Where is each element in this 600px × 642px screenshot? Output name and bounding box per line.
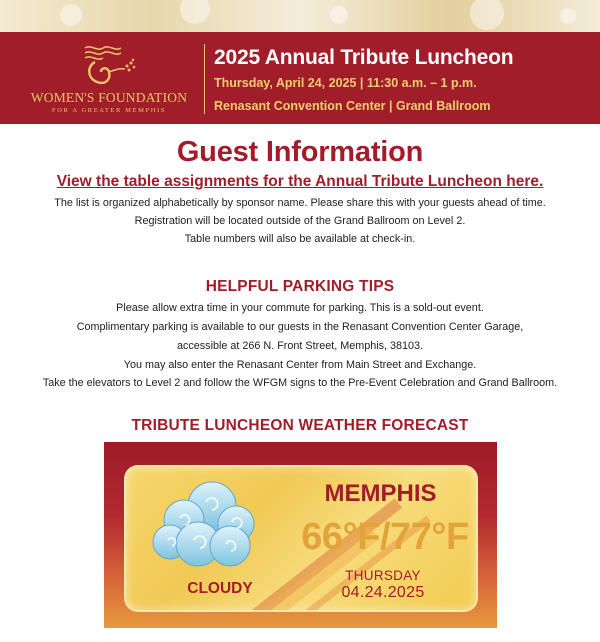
weather-condition: CLOUDY: [187, 580, 253, 597]
foundation-logo[interactable]: [24, 42, 194, 114]
weather-city: MEMPHIS: [324, 480, 437, 507]
parking-tips-heading: HELPFUL PARKING TIPS: [205, 278, 395, 295]
event-title: 2025 Annual Tribute Luncheon: [214, 46, 514, 69]
parking-line: You may also enter the Renasant Center from Main Street and Exchange.: [123, 359, 477, 371]
parking-line: accessible at 266 N. Front Street, Memphis, 38103.: [176, 340, 424, 352]
guest-info-line: Table numbers will also be available at check-in.: [184, 233, 416, 245]
cloud-icon: [150, 478, 258, 574]
org-tagline: FOR A GREATER MEMPHIS: [52, 107, 166, 114]
weather-date: 04.24.2025: [341, 584, 425, 601]
parking-line: Complimentary parking is available to our guests in the Renasant Convention Center Garage,: [76, 321, 524, 333]
weather-forecast-heading: TRIBUTE LUNCHEON WEATHER FORECAST: [131, 417, 469, 434]
table-assignments-link[interactable]: View the table assignments for the Annual Tribute Luncheon here.: [56, 173, 544, 190]
header-divider: [204, 44, 205, 114]
event-date-time: Thursday, April 24, 2025 | 11:30 a.m. – 1 p.m.: [214, 76, 477, 90]
org-name: WOMEN'S FOUNDATION: [30, 90, 188, 105]
guest-info-line: Registration will be located outside of the Grand Ballroom on Level 2.: [134, 215, 466, 227]
guest-info-heading: Guest Information: [176, 136, 424, 168]
parking-line: Please allow extra time in your commute for parking. This is a sold-out event.: [116, 302, 484, 314]
event-header: [0, 32, 600, 124]
event-location: Renasant Convention Center | Grand Ballroom: [214, 99, 491, 113]
weather-day: THURSDAY: [345, 568, 421, 583]
decorative-top-band: [0, 0, 600, 32]
parking-line: Take the elevators to Level 2 and follow the WFGM signs to the Pre-Event Celebration and Grand Ballroom.: [42, 377, 558, 389]
guest-info-line: The list is organized alphabetically by sponsor name. Please share this with your guests ahead of time.: [54, 197, 546, 209]
weather-temperature: 66°F/77°F: [301, 516, 469, 558]
bird-swirl-icon: [79, 42, 139, 86]
